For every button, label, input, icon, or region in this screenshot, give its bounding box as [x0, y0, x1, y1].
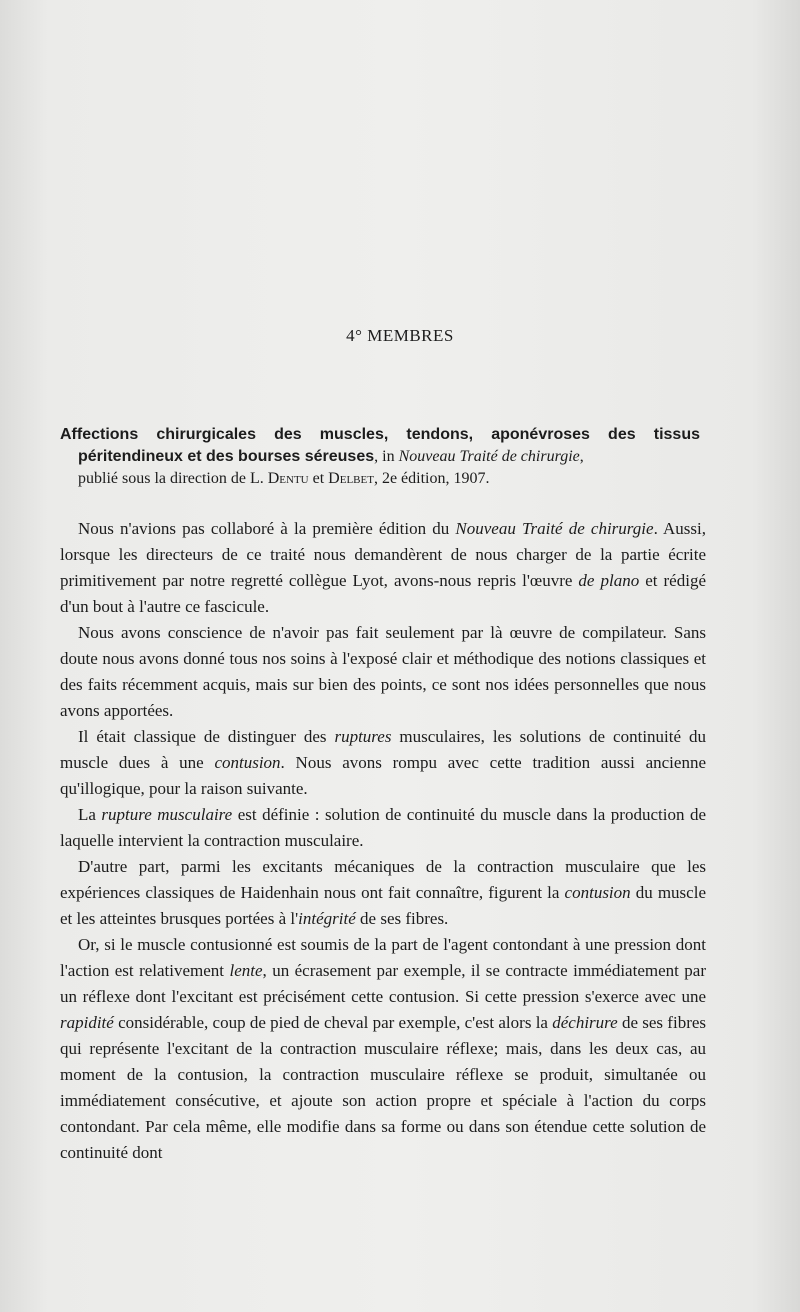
text-run: est définie : solution de continuité du muscle dans la production de laquelle intervient la contraction musculaire.	[60, 805, 706, 850]
reference-edition: , 2e édition, 1907.	[373, 470, 490, 487]
italic-run: rupture musculaire	[101, 805, 233, 824]
text-run: Or, si le muscle contusionné est soumis de la part de l'agent contondant à une pression dont l'action est relativement	[60, 935, 706, 980]
reference-comma: ,	[579, 448, 584, 465]
italic-run: rapidité	[60, 1013, 114, 1032]
section-title: 4° MEMBRES	[346, 326, 454, 345]
italic-run: contusion	[214, 753, 281, 772]
italic-run: Nouveau Traité de chirurgie	[455, 519, 654, 538]
text-run: du muscle et les atteintes brusques portées à l'	[60, 883, 706, 928]
text-run: . Nous avons rompu avec cette tradition aussi ancienne qu'illogique, pour la raison suivante.	[60, 753, 706, 798]
text-run: musculaires, les solutions de continuité du muscle dues à une	[60, 727, 706, 772]
text-run: . Aussi, lorsque les directeurs de ce traité nous demandèrent de nous charger de la partie écrite primitivement par notre regretté collègue Lyot, avons-nous repris l'œuvre	[60, 519, 706, 590]
reference-continuation	[60, 446, 700, 468]
italic-run: déchirure	[552, 1013, 618, 1032]
paragraph-1	[60, 516, 706, 620]
italic-run: de plano	[578, 571, 640, 590]
text-run: considérable, coup de pied de cheval par exemple, c'est alors la	[113, 1013, 553, 1032]
body-text	[60, 516, 706, 1166]
italic-run: intégrité	[298, 909, 356, 928]
reference-and: et	[308, 470, 329, 487]
italic-run: contusion	[564, 883, 631, 902]
text-run: de ses fibres qui représente l'excitant de la contraction musculaire réflexe; mais, dans les deux cas, au moment de la contusion, la contraction musculaire réflexe se produit, simultanée ou immédiatement consécutive, et ajoute son action propre et spéciale à l'action du corps contondant. Par cela même, elle modifie dans sa forme ou dans son étendue cette solution de continuité dont	[60, 1013, 707, 1162]
text-run: Il était classique de distinguer des	[78, 727, 335, 746]
reference-in: , in	[374, 448, 399, 465]
italic-run: lente	[229, 961, 263, 980]
text-run: La	[78, 805, 102, 824]
bibliographic-reference	[60, 424, 700, 490]
reference-author-2: Delbet	[328, 470, 374, 487]
reference-publication	[60, 468, 700, 490]
reference-author-1: Dentu	[267, 470, 309, 487]
paragraph-5	[60, 854, 706, 932]
paragraph-2: Nous avons conscience de n'avoir pas fait seulement par là œuvre de compilateur. Sans doute nous avons donné tous nos soins à l'exposé clair et méthodique des notions classiques et des faits récemment acquis, mais sur bien des points, ce sont nos idées personnelles que nous avons apportées.	[60, 623, 706, 720]
text-run: de ses fibres.	[355, 909, 449, 928]
text-run: D'autre part, parmi les excitants mécaniques de la contraction musculaire que les expériences classiques de Haidenhain nous ont fait connaître, figurent la	[60, 857, 706, 902]
paragraph-3	[60, 724, 706, 802]
text-run: Nous n'avions pas collaboré à la première édition du	[78, 519, 456, 538]
text-run: , un écrasement par exemple, il se contracte immédiatement par un réflexe dont l'excitant est précisément cette contusion. Si cette pression s'exerce avec une	[60, 961, 706, 1006]
text-run: et rédigé d'un bout à l'autre ce fascicule.	[60, 571, 706, 616]
reference-title-cont: péritendineux et des bourses séreuses	[78, 448, 375, 465]
paragraph-4	[60, 802, 706, 854]
paragraph-6	[60, 932, 706, 1166]
reference-published: publié sous la direction de L.	[78, 470, 268, 487]
reference-title-line: Affections chirurgicales des muscles, tendons, aponévroses des tissus	[60, 426, 700, 443]
italic-run: ruptures	[334, 727, 392, 746]
reference-book-title: Nouveau Traité de chirurgie	[398, 448, 580, 465]
